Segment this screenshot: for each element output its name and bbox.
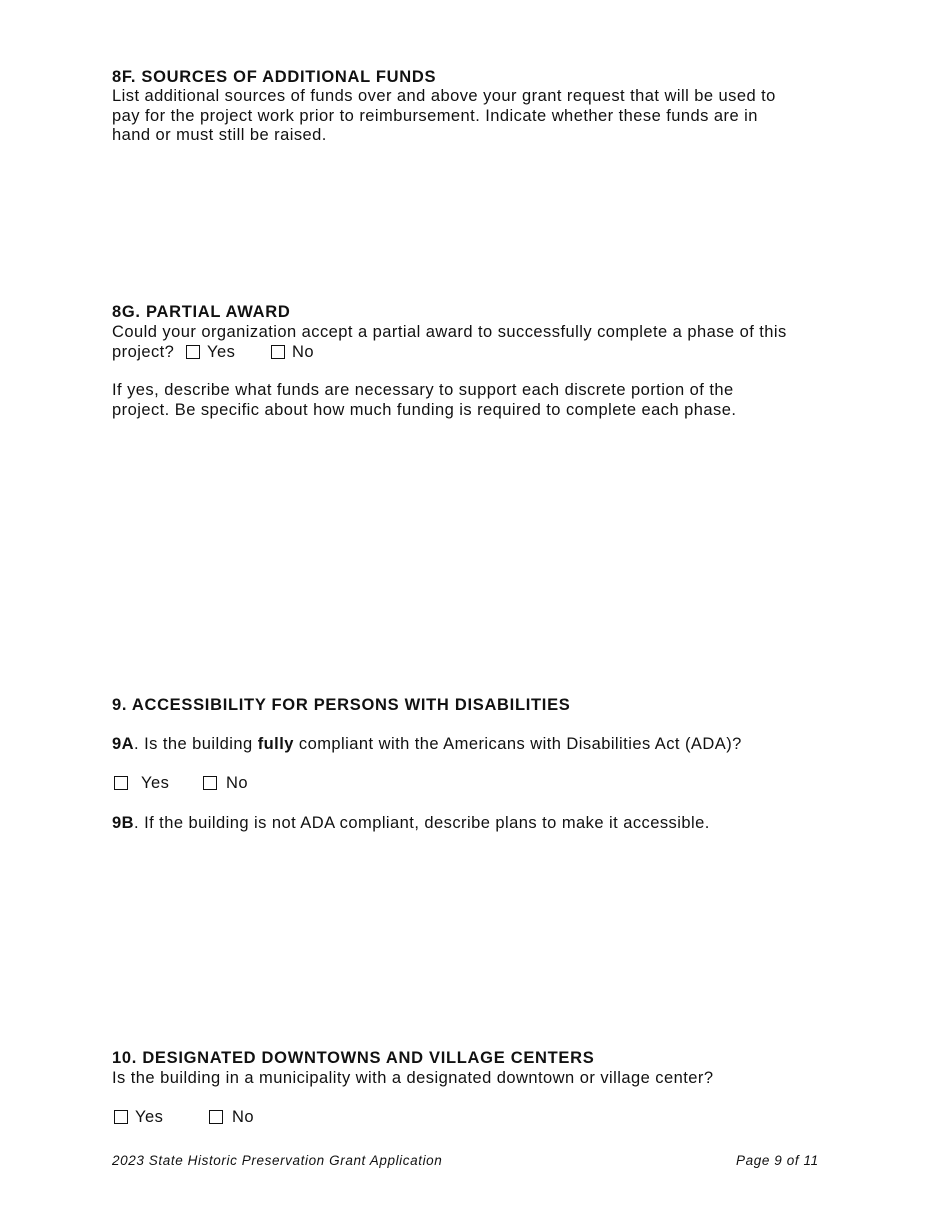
ada-yes-option[interactable] — [114, 773, 169, 793]
section-8g-title: 8G. PARTIAL AWARD — [112, 303, 291, 321]
section-9-title: 9. ACCESSIBILITY FOR PERSONS WITH DISABILITIES — [112, 696, 571, 714]
partial-award-yes-checkbox[interactable] — [186, 345, 200, 359]
partial-award-no-option[interactable] — [271, 342, 314, 362]
section-8g-answer-area[interactable] — [112, 430, 837, 685]
section-8f-line-2: pay for the project work prior to reimbursement. Indicate whether these funds are in — [112, 106, 758, 125]
section-8g-detail-line-2: project. Be specific about how much funding is required to complete each phase. — [112, 400, 737, 419]
ada-no-label: No — [226, 774, 248, 792]
ada-yes-checkbox[interactable] — [114, 776, 128, 790]
downtown-no-option[interactable] — [209, 1107, 254, 1127]
section-8g-question-line-1: Could your organization accept a partial award to successfully complete a phase of this — [112, 323, 787, 341]
section-8g-question-line-2: project? — [112, 343, 175, 361]
section-8g-detail-line-1: If yes, describe what funds are necessary to support each discrete portion of the — [112, 381, 734, 399]
partial-award-yes-label: Yes — [207, 343, 236, 361]
partial-award-no-checkbox[interactable] — [271, 345, 285, 359]
question-9a-text-start: . Is the building — [134, 735, 258, 753]
question-9b-text: . If the building is not ADA compliant, describe plans to make it accessible. — [134, 814, 710, 832]
question-9b — [112, 813, 710, 833]
footer-document-title: 2023 State Historic Preservation Grant Application — [112, 1153, 443, 1168]
question-9a-text-end: compliant with the Americans with Disabilities Act (ADA)? — [293, 735, 742, 753]
question-9a-number: 9A — [112, 735, 134, 753]
downtown-yes-option[interactable] — [114, 1107, 163, 1127]
ada-no-option[interactable] — [203, 773, 248, 793]
section-10-title: 10. DESIGNATED DOWNTOWNS AND VILLAGE CENTERS — [112, 1049, 595, 1067]
partial-award-yes-option[interactable] — [186, 342, 235, 362]
ada-no-checkbox[interactable] — [203, 776, 217, 790]
section-9b-answer-area[interactable] — [112, 845, 837, 1040]
section-8f-instructions — [112, 87, 852, 146]
downtown-yes-checkbox[interactable] — [114, 1110, 128, 1124]
downtown-no-checkbox[interactable] — [209, 1110, 223, 1124]
section-8f-title: 8F. SOURCES OF ADDITIONAL FUNDS — [112, 68, 437, 86]
question-9b-number: 9B — [112, 814, 134, 832]
section-10-question: Is the building in a municipality with a designated downtown or village center? — [112, 1069, 714, 1087]
section-8g-detail — [112, 381, 852, 420]
footer-page-number: Page 9 of 11 — [736, 1153, 819, 1168]
section-8f-answer-area[interactable] — [112, 150, 837, 295]
question-9a — [112, 734, 742, 754]
question-9a-emphasis: fully — [257, 735, 294, 753]
section-8f-line-1: List additional sources of funds over and above your grant request that will be used to — [112, 87, 776, 105]
downtown-no-label: No — [232, 1108, 254, 1126]
ada-yes-label: Yes — [141, 774, 170, 792]
section-8f-line-3: hand or must still be raised. — [112, 126, 327, 144]
partial-award-no-label: No — [292, 343, 314, 361]
downtown-yes-label: Yes — [135, 1108, 164, 1126]
